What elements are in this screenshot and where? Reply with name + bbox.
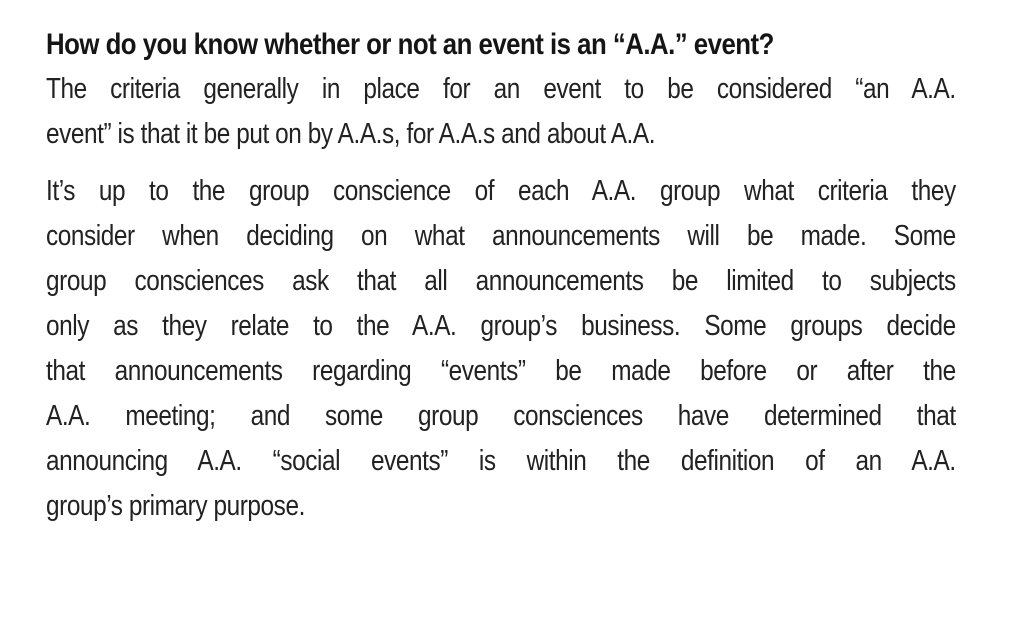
answer-line: group consciences ask that all announcements be limited to subjects [46, 265, 956, 297]
document-page [46, 22, 956, 541]
answer-line: It’s up to the group conscience of each A.A. group what criteria they [46, 175, 956, 207]
answer-line: A.A. meeting; and some group consciences have determined that [46, 400, 956, 432]
intro-line: event” is that it be put on by A.A.s, for A.A.s and about A.A. [46, 118, 656, 150]
intro-line: The criteria generally in place for an event to be considered “an A.A. [46, 73, 956, 105]
answer-line: consider when deciding on what announcements will be made. Some [46, 220, 956, 252]
answer-line: group’s primary purpose. [46, 490, 305, 522]
answer-paragraph [46, 169, 956, 529]
question-heading: How do you know whether or not an event is an “A.A.” event? [46, 28, 774, 61]
intro-paragraph [46, 67, 956, 157]
answer-line: that announcements regarding “events” be made before or after the [46, 355, 956, 387]
faq-question-block [46, 22, 956, 157]
answer-line: only as they relate to the A.A. group’s business. Some groups decide [46, 310, 956, 342]
faq-answer-block [46, 169, 956, 529]
answer-line: announcing A.A. “social events” is within the definition of an A.A. [46, 445, 956, 477]
